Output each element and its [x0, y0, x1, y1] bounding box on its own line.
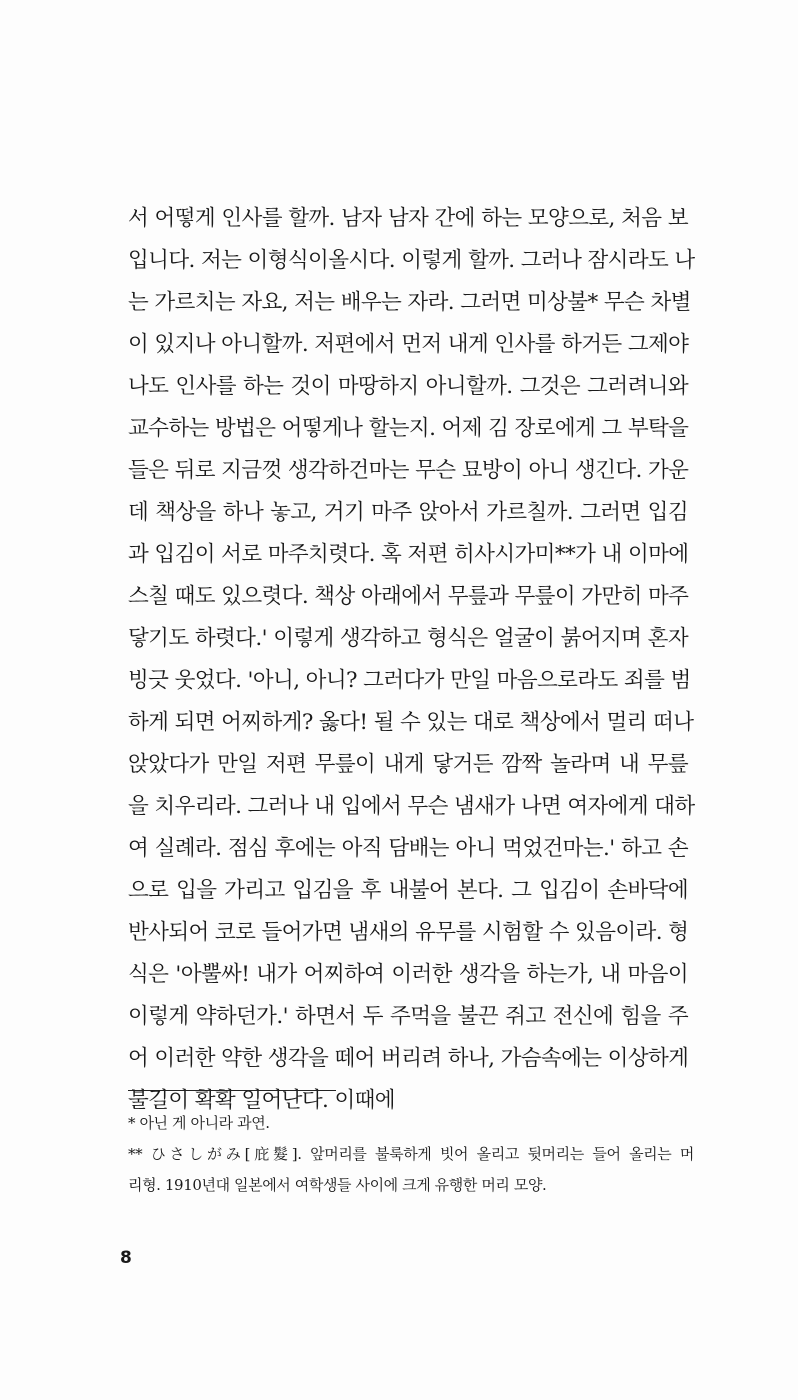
footnote-2-line-1: ** ひさしがみ[庇髮]. 앞머리를 불룩하게 빗어 올리고 뒷머리는 들어 올리는 머	[128, 1145, 694, 1163]
body-line-5: 나도 인사를 하는 것이 마땅하지 아니할까. 그것은 그러려니와	[128, 374, 688, 399]
body-line-11: 닿기도 하렷다.' 이렇게 생각하고 형식은 얼굴이 붉어지며 혼자	[128, 626, 688, 651]
footnotes	[128, 1108, 694, 1201]
body-line-20: 이렇게 약하던가.' 하면서 두 주먹을 불끈 쥐고 전신에 힘을 주	[128, 1004, 688, 1029]
body-line-10: 스칠 때도 있으렷다. 책상 아래에서 무릎과 무릎이 가만히 마주	[128, 584, 689, 609]
body-line-8: 데 책상을 하나 놓고, 거기 마주 앉아서 가르칠까. 그러면 입김	[128, 500, 688, 525]
body-line-16: 여 실례라. 점심 후에는 아직 담배는 아니 먹었건마는.' 하고 손	[128, 836, 688, 861]
body-line-4: 이 있지나 아니할까. 저편에서 먼저 내게 인사를 하거든 그제야	[128, 332, 689, 357]
body-line-9: 과 입김이 서로 마주치렷다. 혹 저편 히사시가미**가 내 이마에	[128, 542, 689, 567]
body-line-1: 서 어떻게 인사를 할까. 남자 남자 간에 하는 모양으로, 처음 보	[128, 206, 688, 231]
body-line-2: 입니다. 저는 이형식이올시다. 이렇게 할까. 그러나 잠시라도 나	[128, 248, 695, 273]
footnote-2-line-2: 리형. 1910년대 일본에서 여학생들 사이에 크게 유행한 머리 모양.	[128, 1176, 547, 1194]
body-line-22: 불길이 확확 일어난다. 이때에	[128, 1088, 395, 1113]
body-line-12: 빙긋 웃었다. '아니, 아니? 그러다가 만일 마음으로라도 죄를 범	[128, 668, 691, 693]
footnote-divider	[128, 1090, 336, 1091]
body-line-3: 는 가르치는 자요, 저는 배우는 자라. 그러면 미상불* 무슨 차별	[128, 290, 691, 315]
body-line-15: 을 치우리라. 그러나 내 입에서 무슨 냄새가 나면 여자에게 대하	[128, 794, 695, 819]
body-line-14: 앉았다가 만일 저편 무릎이 내게 닿거든 깜짝 놀라며 내 무릎	[128, 752, 688, 777]
body-line-7: 들은 뒤로 지금껏 생각하건마는 무슨 묘방이 아니 생긴다. 가운	[128, 458, 689, 483]
page-number: 8	[120, 1248, 132, 1268]
body-line-6: 교수하는 방법은 어떻게나 할는지. 어제 김 장로에게 그 부탁을	[128, 416, 689, 441]
body-line-13: 하게 되면 어찌하게? 옳다! 될 수 있는 대로 책상에서 멀리 떠나	[128, 710, 694, 735]
body-line-18: 반사되어 코로 들어가면 냄새의 유무를 시험할 수 있음이라. 형	[128, 920, 689, 945]
body-line-17: 으로 입을 가리고 입김을 후 내불어 본다. 그 입김이 손바닥에	[128, 878, 688, 903]
body-text	[128, 198, 695, 1122]
body-line-21: 어 이러한 약한 생각을 떼어 버리려 하나, 가슴속에는 이상하게	[128, 1046, 689, 1071]
footnote-1: * 아닌 게 아니라 과연.	[128, 1114, 270, 1132]
body-line-19: 식은 '아뿔싸! 내가 어찌하여 이러한 생각을 하는가, 내 마음이	[128, 962, 688, 987]
